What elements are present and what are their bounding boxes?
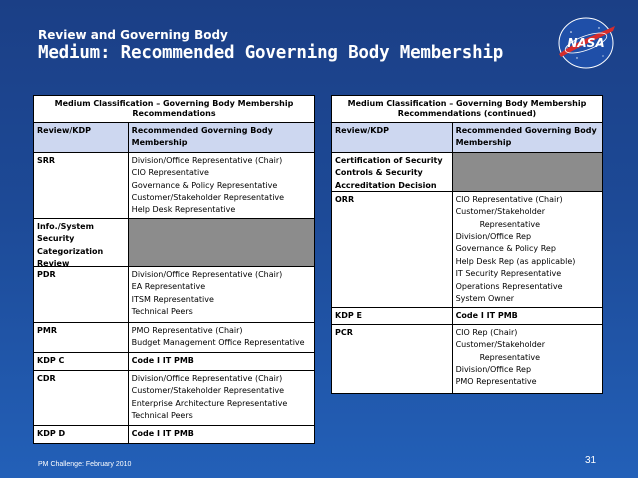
member-line: Customer/Stakeholder: [455, 207, 545, 217]
table-row: [332, 192, 602, 308]
review-cell: PDR: [34, 267, 129, 322]
member-line: Division/Office Representative (Chair): [131, 269, 283, 279]
column-header-membership: Recommended Governing Body Membership: [131, 126, 273, 148]
member-line: PMO Representative (Chair): [131, 325, 243, 335]
left-table-title: Medium Classification – Governing Body Membership Recommendations: [34, 96, 314, 123]
review-cell: KDP D: [34, 426, 129, 443]
member-line: Governance & Policy Representative: [131, 180, 278, 190]
member-line: Division/Office Rep: [455, 232, 532, 242]
table-row: [332, 308, 602, 325]
page-number: 31: [585, 455, 597, 466]
review-cell: ORR: [332, 192, 453, 307]
member-line: CIO Representative (Chair): [455, 194, 563, 204]
member-line: Help Desk Representative: [131, 205, 236, 215]
membership-cell: [129, 323, 314, 352]
member-line: Technical Peers: [131, 411, 193, 421]
column-header-review: Review/KDP: [34, 123, 129, 152]
nasa-logo-text: NASA: [567, 36, 605, 50]
table-row: [332, 325, 602, 393]
nasa-logo: [553, 14, 619, 72]
table-row: [332, 153, 602, 192]
membership-cell: [129, 426, 314, 443]
table-row: [34, 219, 314, 267]
column-header-review: Review/KDP: [332, 123, 453, 152]
membership-cell: [129, 353, 314, 370]
table-row: [34, 353, 314, 371]
member-line: Code I IT PMB: [131, 355, 194, 365]
member-line: System Owner: [455, 294, 515, 304]
review-cell: SRR: [34, 153, 129, 218]
column-header-membership: Recommended Governing Body Membership: [455, 126, 597, 148]
member-line: Governance & Policy Rep: [455, 244, 556, 254]
member-line: Customer/Stakeholder: [455, 340, 545, 350]
slide-title: Medium: Recommended Governing Body Membership: [38, 43, 504, 63]
membership-cell: [453, 308, 602, 324]
empty-membership-cell: [129, 219, 314, 266]
membership-cell: [129, 267, 314, 322]
member-line: Division/Office Representative (Chair): [131, 373, 283, 383]
table-row: [34, 426, 314, 443]
slide-kicker: Review and Governing Body: [38, 28, 228, 42]
review-cell: PCR: [332, 325, 453, 393]
table-row: [34, 153, 314, 219]
member-line: PMO Representative: [455, 377, 537, 387]
review-cell: Certification of Security Controls & Security Accreditation Decision: [332, 153, 453, 191]
right-table-column-header: [332, 123, 602, 153]
review-cell: KDP C: [34, 353, 129, 370]
member-line: Customer/Stakeholder Representative: [131, 193, 285, 203]
footer-text: PM Challenge: February 2010: [38, 461, 132, 468]
member-line: CIO Rep (Chair): [455, 327, 518, 337]
membership-cell: [453, 192, 602, 307]
member-line: Representative: [479, 352, 541, 362]
review-cell: Info./System Security Categorization Review: [34, 219, 129, 266]
table-row: [34, 371, 314, 426]
membership-cell: [129, 153, 314, 218]
review-cell: PMR: [34, 323, 129, 352]
member-line: Customer/Stakeholder Representative: [131, 386, 285, 396]
member-line: ITSM Representative: [131, 294, 214, 304]
member-line: IT Security Representative: [455, 269, 562, 279]
table-row: [34, 323, 314, 353]
empty-membership-cell: [453, 153, 602, 191]
right-table-title: Medium Classification – Governing Body Membership Recommendations (continued): [332, 96, 602, 123]
table-row: [34, 267, 314, 323]
membership-cell: [453, 325, 602, 393]
left-table: [33, 95, 315, 444]
member-line: Code I IT PMB: [131, 428, 194, 438]
membership-cell: [129, 371, 314, 425]
left-table-column-header: [34, 123, 314, 153]
member-line: Division/Office Rep: [455, 365, 532, 375]
member-line: Representative: [479, 219, 541, 229]
member-line: Enterprise Architecture Representative: [131, 398, 288, 408]
member-line: Division/Office Representative (Chair): [131, 155, 283, 165]
member-line: Technical Peers: [131, 307, 193, 317]
member-line: Budget Management Office Representative: [131, 338, 305, 348]
review-cell: CDR: [34, 371, 129, 425]
member-line: EA Representative: [131, 282, 206, 292]
member-line: CIO Representative: [131, 168, 209, 178]
member-line: Help Desk Rep (as applicable): [455, 256, 576, 266]
review-cell: KDP E: [332, 308, 453, 324]
member-line: Operations Representative: [455, 281, 563, 291]
member-line: Code I IT PMB: [455, 310, 518, 320]
right-table: [331, 95, 603, 394]
